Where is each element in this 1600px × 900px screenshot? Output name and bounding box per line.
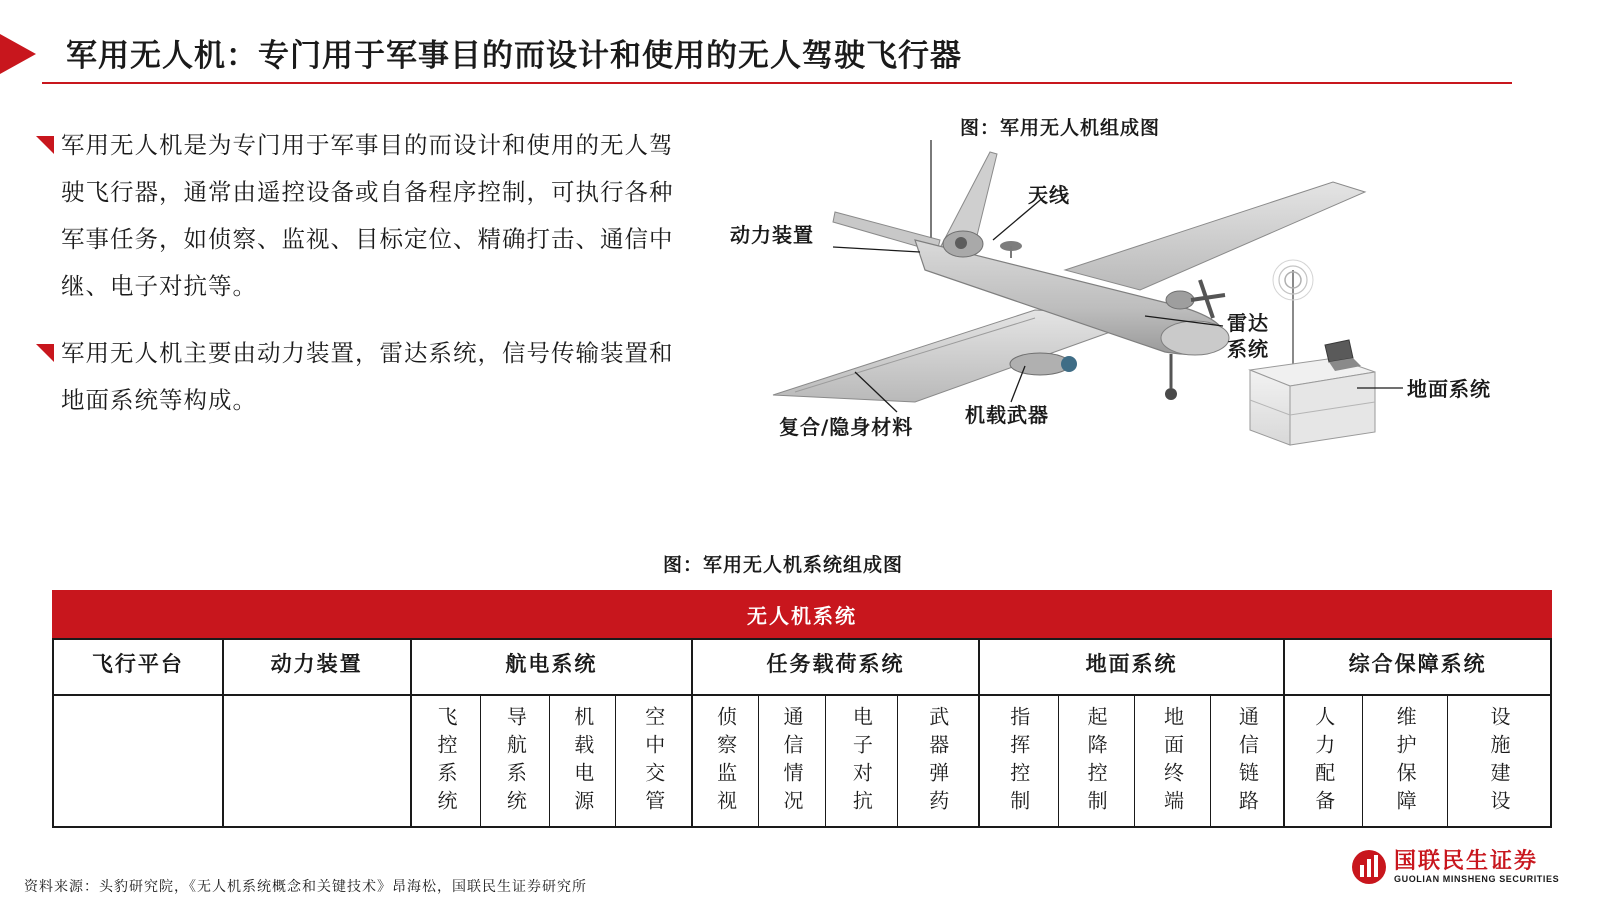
category-row [52, 638, 1552, 694]
label-composite-stealth-materials: 复合/隐身材料 [779, 415, 914, 439]
category-cell: 动力装置 [224, 640, 412, 694]
category-cell: 任务载荷系统 [693, 640, 980, 694]
label-radar-system: 雷达系统 [1227, 311, 1269, 361]
title-divider [42, 82, 1512, 84]
subsystem-cell: 电子对抗 [826, 696, 898, 826]
empty-cell [224, 696, 412, 826]
drone-composition-figure [730, 140, 1595, 480]
subsystem-cell: 维护保障 [1363, 696, 1448, 826]
brand-name-en: GUOLIAN MINSHENG SECURITIES [1394, 874, 1560, 884]
source-note: 资料来源：头豹研究院，《无人机系统概念和关键技术》昂海松，国联民生证券研究所 [24, 879, 587, 895]
category-cell: 飞行平台 [54, 640, 224, 694]
bullet-paragraph [36, 122, 681, 310]
brand-logo [1350, 844, 1580, 894]
subsystem-cell: 起降控制 [1059, 696, 1135, 826]
brand-logo-icon [1350, 848, 1388, 886]
subsystem-cell: 地面终端 [1135, 696, 1212, 826]
subsystem-cell: 人力配备 [1285, 696, 1363, 826]
subsystem-cell: 通信情况 [759, 696, 826, 826]
bullet-text: 军用无人机是为专门用于军事目的而设计和使用的无人驾驶飞行器，通常由遥控设备或自备程序控制，可执行各种军事任务，如侦察、监视、目标定位、精确打击、通信中继、电子对抗等。 [61, 131, 674, 300]
brand-name-cn: 国联民生证券 [1394, 849, 1539, 874]
figure-caption: 图：军用无人机系统组成图 [663, 554, 904, 576]
subsystem-cell: 空中交管 [616, 696, 693, 826]
subsystem-cell: 武器弹药 [898, 696, 980, 826]
title-arrow-icon [0, 34, 36, 74]
subsystem-cell: 指挥控制 [980, 696, 1059, 826]
bullet-marker-icon [36, 344, 54, 362]
empty-cell [54, 696, 224, 826]
subsystem-cell: 设施建设 [1448, 696, 1552, 826]
bullet-text: 军用无人机主要由动力装置，雷达系统，信号传输装置和地面系统等构成。 [61, 339, 674, 414]
label-onboard-weapons: 机载武器 [965, 403, 1049, 427]
label-ground-system: 地面系统 [1407, 377, 1491, 401]
subsystem-cell: 导航系统 [481, 696, 550, 826]
label-antenna: 天线 [1028, 183, 1070, 207]
table-header: 无人机系统 [52, 590, 1552, 638]
category-cell: 航电系统 [412, 640, 694, 694]
subsystem-cell: 侦察监视 [693, 696, 759, 826]
category-cell: 地面系统 [980, 640, 1286, 694]
label-power-unit: 动力装置 [730, 223, 814, 247]
subsystem-cell: 通信链路 [1211, 696, 1285, 826]
subsystem-cell: 飞控系统 [412, 696, 482, 826]
bullet-paragraph [36, 330, 681, 424]
bullet-marker-icon [36, 136, 54, 154]
uav-system-table [52, 590, 1552, 828]
subsystem-cell: 机载电源 [550, 696, 616, 826]
page-title: 军用无人机：专门用于军事目的而设计和使用的无人驾驶飞行器 [66, 38, 962, 74]
category-cell: 综合保障系统 [1285, 640, 1552, 694]
figure-caption: 图：军用无人机组成图 [960, 117, 1161, 139]
subsystem-row [52, 694, 1552, 828]
